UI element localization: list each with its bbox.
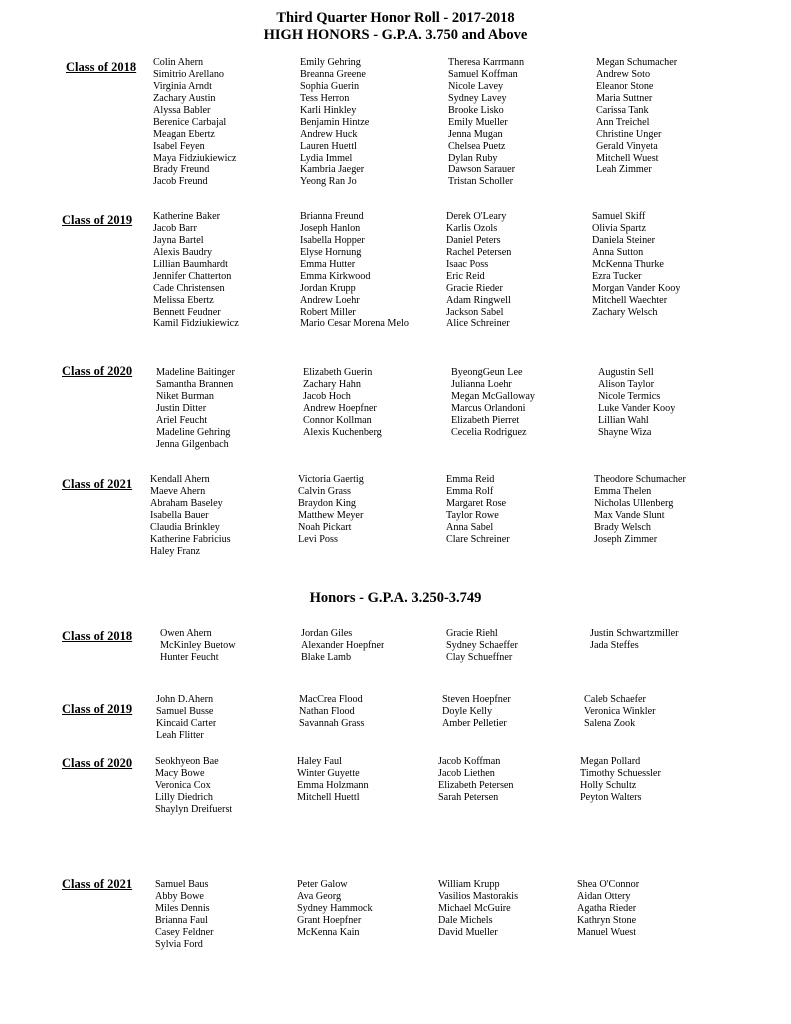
name-column xyxy=(592,211,680,318)
student-name: Agatha Rieder xyxy=(577,902,637,914)
student-name: Berenice Carbajal xyxy=(153,116,227,128)
student-name: Hunter Feucht xyxy=(160,651,219,663)
student-name: Benjamin Hintze xyxy=(300,116,370,128)
student-name: Andrew Loehr xyxy=(300,294,360,306)
name-column xyxy=(598,367,675,439)
name-column xyxy=(577,879,639,939)
student-name: Jordan Krupp xyxy=(300,282,356,294)
student-name: Savannah Grass xyxy=(299,717,365,729)
student-name: Steven Hoepfner xyxy=(442,694,511,705)
student-name: Luke Vander Kooy xyxy=(598,402,676,414)
student-name: Sylvia Ford xyxy=(155,938,203,950)
student-name: Kendall Ahern xyxy=(150,474,210,485)
student-name: Grant Hoepfner xyxy=(297,914,362,926)
student-name: Zachary Welsch xyxy=(592,306,658,318)
student-name: Mitchell Waechter xyxy=(592,294,668,306)
name-column xyxy=(300,211,409,330)
student-name: Karlis Ozols xyxy=(446,222,498,234)
student-name: Justin Schwartzmiller xyxy=(590,628,679,639)
student-name: Emma Holzmann xyxy=(297,779,369,791)
student-name: Ariel Feucht xyxy=(156,414,208,426)
student-name: Joseph Hanlon xyxy=(300,222,361,234)
student-name: Julianna Loehr xyxy=(451,378,512,390)
student-name: Meagan Ebertz xyxy=(153,128,215,140)
name-column xyxy=(438,879,518,939)
student-name: Noah Pickart xyxy=(298,521,352,533)
high-honors-heading: HIGH HONORS - G.P.A. 3.750 and Above xyxy=(263,27,528,43)
student-name: Owen Ahern xyxy=(160,628,212,639)
student-name: Katherine Fabricius xyxy=(150,533,231,545)
student-name: Marcus Orlandoni xyxy=(451,402,526,414)
student-name: Augustin Sell xyxy=(598,367,654,378)
student-name: Leah Zimmer xyxy=(596,164,652,176)
student-name: Theodore Schumacher xyxy=(594,474,686,485)
student-name: Shayne Wiza xyxy=(598,426,652,438)
student-name: Shea O'Connor xyxy=(577,879,640,890)
page-title: Third Quarter Honor Roll - 2017-2018 xyxy=(276,10,515,26)
student-name: Clay Schueffner xyxy=(446,651,513,663)
student-name: Casey Feldner xyxy=(155,926,214,938)
student-name: Timothy Schuessler xyxy=(580,767,661,779)
student-name: Melissa Ebertz xyxy=(153,294,214,306)
name-column xyxy=(298,474,364,546)
student-name: Manuel Wuest xyxy=(577,926,637,938)
class-label: Class of 2021 xyxy=(62,877,133,891)
student-name: Megan Pollard xyxy=(580,756,641,767)
student-name: Calvin Grass xyxy=(298,485,351,497)
student-name: Sophia Guerin xyxy=(300,80,360,92)
student-name: Olivia Spartz xyxy=(592,222,647,234)
student-name: Jenna Gilgenbach xyxy=(156,438,229,450)
name-column xyxy=(153,211,239,330)
student-name: Samuel Busse xyxy=(156,705,214,717)
student-name: Haley Faul xyxy=(297,756,342,767)
student-name: Jackson Sabel xyxy=(446,306,504,318)
student-name: MacCrea Flood xyxy=(299,694,363,705)
student-name: Brady Welsch xyxy=(594,521,651,533)
student-name: Derek O'Leary xyxy=(446,211,507,222)
student-name: Miles Dennis xyxy=(155,902,210,914)
student-name: Ava Georg xyxy=(297,890,342,902)
student-name: Peyton Walters xyxy=(580,791,642,803)
student-name: Cecelia Rodriguez xyxy=(451,426,527,438)
student-name: Niket Burman xyxy=(156,390,215,402)
student-name: Elizabeth Guerin xyxy=(303,367,373,378)
student-name: Mitchell Huettl xyxy=(297,791,360,803)
student-name: Andrew Soto xyxy=(596,68,651,80)
student-name: Katherine Baker xyxy=(153,211,221,222)
student-name: Nicole Lavey xyxy=(448,80,504,92)
student-name: Brady Freund xyxy=(153,164,210,176)
student-name: Victoria Gaertig xyxy=(298,474,364,485)
student-name: Alyssa Babler xyxy=(153,104,211,116)
student-name: Elizabeth Pierret xyxy=(451,414,520,426)
name-column xyxy=(156,367,235,451)
student-name: Claudia Brinkley xyxy=(150,521,220,533)
student-name: Jacob Liethen xyxy=(438,767,495,779)
class-label: Class of 2019 xyxy=(62,702,133,716)
student-name: Adam Ringwell xyxy=(446,294,511,306)
student-name: Bennett Feudner xyxy=(153,306,221,318)
student-name: Megan Schumacher xyxy=(596,57,678,68)
student-name: Kathryn Stone xyxy=(577,914,637,926)
student-name: Isabella Hopper xyxy=(300,234,365,246)
honors-heading: Honors - G.P.A. 3.250-3.749 xyxy=(309,590,482,606)
student-name: Sarah Petersen xyxy=(438,791,499,803)
name-column xyxy=(297,756,369,804)
student-name: Sydney Schaeffer xyxy=(446,639,518,651)
student-name: Jennifer Chatterton xyxy=(153,270,232,282)
student-name: McKinley Buetow xyxy=(160,639,236,651)
student-name: Sydney Lavey xyxy=(448,92,507,104)
student-name: Jacob Freund xyxy=(153,176,208,188)
name-column xyxy=(580,756,661,804)
student-name: Nicole Termics xyxy=(598,390,661,402)
student-name: Jacob Barr xyxy=(153,222,197,234)
name-column xyxy=(446,211,511,330)
student-name: Kincaid Carter xyxy=(156,717,217,729)
student-name: Colin Ahern xyxy=(153,57,204,68)
student-name: Samuel Baus xyxy=(155,879,209,890)
name-column xyxy=(150,474,231,558)
student-name: Emma Reid xyxy=(446,474,495,485)
student-name: Joseph Zimmer xyxy=(594,533,658,545)
student-name: Eric Reid xyxy=(446,270,485,282)
student-name: Braydon King xyxy=(298,497,357,509)
student-name: Morgan Vander Kooy xyxy=(592,282,681,294)
student-name: Brooke Lisko xyxy=(448,104,504,116)
student-name: Jayna Bartel xyxy=(153,234,204,246)
student-name: Samuel Skiff xyxy=(592,211,646,222)
student-name: Gracie Rieder xyxy=(446,282,503,294)
student-name: Robert Miller xyxy=(300,306,356,318)
class-label: Class of 2019 xyxy=(62,213,133,227)
name-column xyxy=(594,474,686,546)
student-name: Salena Zook xyxy=(584,717,636,729)
student-name: Emma Thelen xyxy=(594,485,652,497)
name-column xyxy=(301,628,384,664)
student-name: Emily Mueller xyxy=(448,116,508,128)
student-name: Tristan Scholler xyxy=(448,176,513,188)
student-name: Kamil Fidziukiewicz xyxy=(153,318,239,330)
student-name: Nicholas Ullenberg xyxy=(594,497,674,509)
student-name: Holly Schultz xyxy=(580,779,637,791)
student-name: Maria Suttner xyxy=(596,92,653,104)
student-name: McKenna Thurke xyxy=(592,258,664,270)
student-name: Ann Treichel xyxy=(596,116,650,128)
student-name: Michael McGuire xyxy=(438,902,511,914)
student-name: Emily Gehring xyxy=(300,57,361,68)
student-name: John D.Ahern xyxy=(156,694,214,705)
student-name: Justin Ditter xyxy=(156,402,207,414)
name-column xyxy=(300,57,369,188)
name-column xyxy=(438,756,514,804)
student-name: Zachary Austin xyxy=(153,92,216,104)
student-name: Doyle Kelly xyxy=(442,705,493,717)
student-name: Gracie Riehl xyxy=(446,628,498,639)
student-name: Samantha Brannen xyxy=(156,378,234,390)
student-name: Peter Galow xyxy=(297,879,348,890)
name-column xyxy=(155,756,232,816)
student-name: Elizabeth Petersen xyxy=(438,779,514,791)
student-name: Nathan Flood xyxy=(299,705,355,717)
student-name: Alison Taylor xyxy=(598,378,654,390)
student-name: Max Vande Slunt xyxy=(594,509,665,521)
student-name: Andrew Hoepfner xyxy=(303,402,377,414)
student-name: Maeve Ahern xyxy=(150,485,206,497)
name-column xyxy=(153,57,236,188)
name-column xyxy=(303,367,382,439)
student-name: Theresa Karrmann xyxy=(448,57,525,68)
name-column xyxy=(446,474,510,546)
student-name: Christine Unger xyxy=(596,128,662,140)
student-name: Alexis Kuchenberg xyxy=(303,426,382,438)
name-column xyxy=(590,628,679,652)
student-name: Karli Hinkley xyxy=(300,104,357,116)
student-name: Lilly Diedrich xyxy=(155,791,213,803)
student-name: Seokhyeon Bae xyxy=(155,756,219,767)
student-name: Rachel Petersen xyxy=(446,246,512,258)
student-name: Leah Flitter xyxy=(156,729,204,741)
student-name: Emma Kirkwood xyxy=(300,270,371,282)
student-name: Winter Guyette xyxy=(297,767,360,779)
student-name: Dale Michels xyxy=(438,914,493,926)
student-name: Emma Hutter xyxy=(300,258,356,270)
student-name: Samuel Koffman xyxy=(448,68,518,80)
student-name: David Mueller xyxy=(438,926,498,938)
student-name: Lillian Wahl xyxy=(598,414,649,426)
student-name: Abby Bowe xyxy=(155,890,204,902)
name-column xyxy=(299,694,364,730)
name-column xyxy=(442,694,511,730)
student-name: Maya Fidziukiewicz xyxy=(153,152,237,164)
student-name: Elyse Hornung xyxy=(300,246,362,258)
student-name: Virginia Arndt xyxy=(153,80,212,92)
name-column xyxy=(584,694,656,730)
student-name: Madeline Baitinger xyxy=(156,367,235,378)
student-name: Daniel Peters xyxy=(446,234,501,246)
student-name: Macy Bowe xyxy=(155,767,205,779)
student-name: Isabel Feyen xyxy=(153,140,205,152)
class-label: Class of 2020 xyxy=(62,364,133,378)
student-name: Cade Christensen xyxy=(153,282,225,294)
student-name: Brianna Freund xyxy=(300,211,364,222)
student-name: Dawson Sarauer xyxy=(448,164,516,176)
student-name: Amber Pelletier xyxy=(442,717,507,729)
student-name: Alexis Baudry xyxy=(153,246,213,258)
student-name: Margaret Rose xyxy=(446,497,507,509)
student-name: Anna Sabel xyxy=(446,521,494,533)
student-name: Kambria Jaeger xyxy=(300,164,365,176)
student-name: Breanna Greene xyxy=(300,68,366,80)
student-name: Veronica Cox xyxy=(155,779,211,791)
student-name: Gerald Vinyeta xyxy=(596,140,658,152)
student-name: Megan McGalloway xyxy=(451,390,536,402)
student-name: Chelsea Puetz xyxy=(448,140,506,152)
student-name: Tess Herron xyxy=(300,92,350,104)
student-name: Shaylyn Dreifuerst xyxy=(155,803,233,815)
student-name: Clare Schreiner xyxy=(446,533,510,545)
student-name: William Krupp xyxy=(438,879,500,890)
student-name: Lauren Huettl xyxy=(300,140,357,152)
student-name: Simitrio Arellano xyxy=(153,68,225,80)
student-name: Caleb Schaefer xyxy=(584,694,646,705)
student-name: ByeongGeun Lee xyxy=(451,367,523,378)
class-label: Class of 2018 xyxy=(62,629,133,643)
student-name: Veronica Winkler xyxy=(584,705,656,717)
student-name: Brianna Faul xyxy=(155,914,208,926)
student-name: Mitchell Wuest xyxy=(596,152,659,164)
name-column xyxy=(160,628,236,664)
student-name: Isaac Poss xyxy=(446,258,489,270)
class-label: Class of 2018 xyxy=(66,60,137,74)
student-name: Matthew Meyer xyxy=(298,509,364,521)
student-name: Zachary Hahn xyxy=(303,378,361,390)
student-name: McKenna Kain xyxy=(297,926,360,938)
student-name: Connor Kollman xyxy=(303,414,372,426)
student-name: Dylan Ruby xyxy=(448,152,498,164)
student-name: Levi Poss xyxy=(298,533,338,545)
student-name: Jenna Mugan xyxy=(448,128,503,140)
student-name: Alexander Hoepfner xyxy=(301,639,385,651)
name-column xyxy=(451,367,535,439)
student-name: Lillian Baumhardt xyxy=(153,258,228,270)
student-name: Jada Steffes xyxy=(590,639,639,651)
student-name: Anna Sutton xyxy=(592,246,644,258)
class-label: Class of 2020 xyxy=(62,756,133,770)
student-name: Alice Schreiner xyxy=(446,318,510,330)
student-name: Eleanor Stone xyxy=(596,80,654,92)
student-name: Vasilios Mastorakis xyxy=(438,890,519,902)
class-label: Class of 2021 xyxy=(62,477,133,491)
student-name: Ezra Tucker xyxy=(592,270,642,282)
student-name: Blake Lamb xyxy=(301,651,352,663)
student-name: Daniela Steiner xyxy=(592,234,656,246)
student-name: Madeline Gehring xyxy=(156,426,231,438)
student-name: Lydia Immel xyxy=(300,152,353,164)
student-name: Jacob Koffman xyxy=(438,756,501,767)
student-name: Yeong Ran Jo xyxy=(300,176,357,188)
student-name: Andrew Huck xyxy=(300,128,358,140)
student-name: Isabella Bauer xyxy=(150,509,209,521)
student-name: Taylor Rowe xyxy=(446,509,499,521)
student-name: Jacob Hoch xyxy=(303,390,351,402)
student-name: Sydney Hammock xyxy=(297,902,373,914)
student-name: Mario Cesar Morena Melo xyxy=(300,318,409,330)
name-column xyxy=(155,879,214,951)
name-column xyxy=(446,628,518,664)
name-column xyxy=(297,879,373,939)
name-column xyxy=(448,57,524,188)
name-column xyxy=(156,694,216,742)
student-name: Aidan Ottery xyxy=(577,890,631,902)
student-name: Jordan Giles xyxy=(301,628,353,639)
name-column xyxy=(596,57,677,176)
student-name: Haley Franz xyxy=(150,545,201,557)
student-name: Abraham Baseley xyxy=(150,497,223,509)
student-name: Carissa Tank xyxy=(596,104,649,116)
student-name: Emma Rolf xyxy=(446,485,494,497)
